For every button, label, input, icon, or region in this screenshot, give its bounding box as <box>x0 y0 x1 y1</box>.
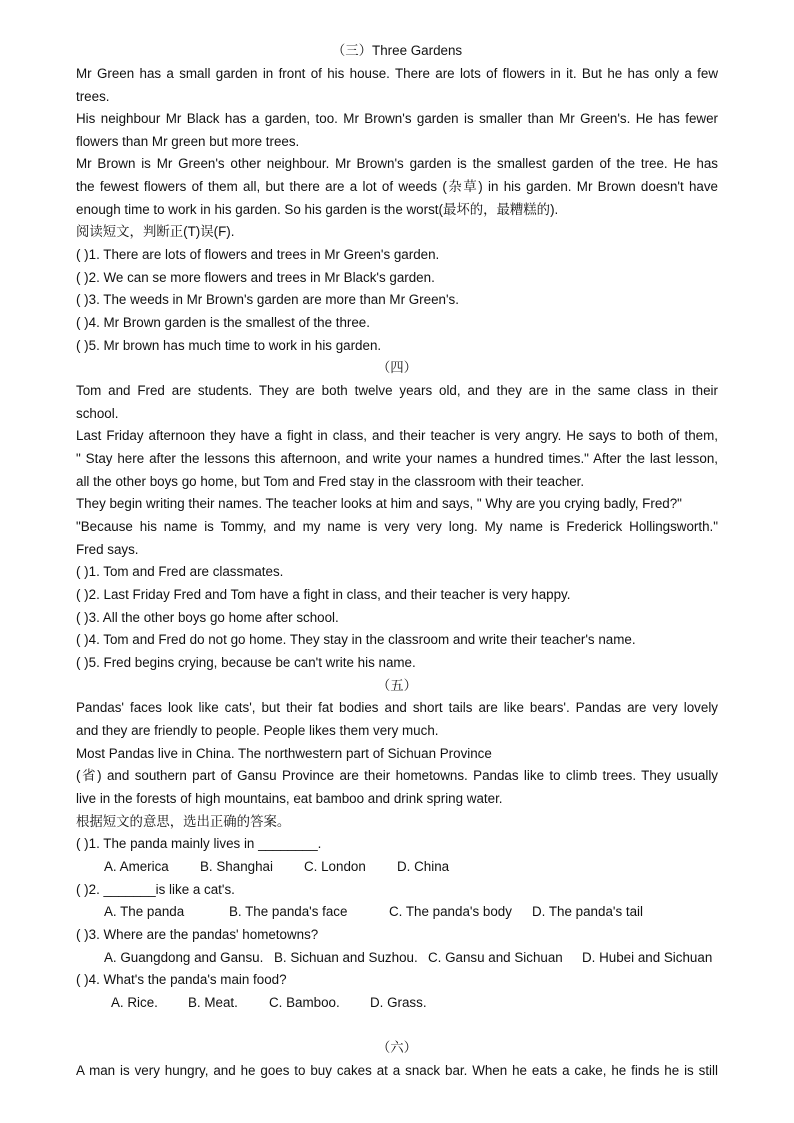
s3-question-5: ( )5. Mr brown has much time to work in his garden. <box>76 338 382 353</box>
s5-paragraph-1-line-2: and they are friendly to people. People likes them very much. <box>76 723 439 738</box>
s5-question-1: ( )1. The panda mainly lives in ________. <box>76 836 322 851</box>
s5-paragraph-2-line-1: Most Pandas live in China. The northwestern part of Sichuan Province <box>76 746 492 761</box>
s4-question-3: ( )3. All the other boys go home after school. <box>76 610 339 625</box>
s3-paragraph-3-line-1: Mr Brown is Mr Green's other neighbour. Mr Brown's garden is the smallest garden of the tree. He has <box>76 156 718 171</box>
s5-q1-option-c: C. London <box>304 859 366 874</box>
s4-paragraph-1-line-1: Tom and Fred are students. They are both twelve years old, and they are in the same class in their <box>76 383 718 398</box>
s5-question-3: ( )3. Where are the pandas' hometowns? <box>76 927 319 942</box>
s5-paragraph-2-line-2: (省) and southern part of Gansu Province are their hometowns. Pandas like to climb trees. They usually <box>76 768 718 783</box>
s5-question-4: ( )4. What's the panda's main food? <box>76 972 287 987</box>
s3-instruction: 阅读短文，判断正(T)误(F). <box>76 224 235 239</box>
s5-q4-option-d: D. Grass. <box>370 995 427 1010</box>
s4-paragraph-3: They begin writing their names. The teacher looks at him and says, " Why are you crying badly, Fred?" <box>76 496 682 511</box>
s4-paragraph-2-line-2: " Stay here after the lessons this afternoon, and write your names a hundred times." After the last lesson, <box>76 451 718 466</box>
s3-paragraph-3-line-2: the fewest flowers of them all, but there are a lot of weeds (杂草) in his garden. Mr Brown doesn't have <box>76 179 718 194</box>
s5-q4-option-c: C. Bamboo. <box>269 995 340 1010</box>
s5-q2-option-c: C. The panda's body <box>389 904 512 919</box>
s5-q2-option-d: D. The panda's tail <box>532 904 643 919</box>
section-6-title: （六） <box>376 1040 418 1055</box>
s5-q3-option-b: B. Sichuan and Suzhou. <box>274 950 418 965</box>
s3-paragraph-2-line-1: His neighbour Mr Black has a garden, too. Mr Brown's garden is smaller than Mr Green's. He has fewer <box>76 111 718 126</box>
s3-paragraph-1-line-2: trees. <box>76 89 110 104</box>
s4-paragraph-2-line-3: all the other boys go home, but Tom and Fred stay in the classroom with their teacher. <box>76 474 585 489</box>
s3-paragraph-3-line-3: enough time to work in his garden. So his garden is the worst(最坏的，最糟糕的). <box>76 202 559 217</box>
s4-paragraph-2-line-1: Last Friday afternoon they have a fight in class, and their teacher is very angry. He says to both of them, <box>76 428 718 443</box>
section-5-title: （五） <box>376 678 418 693</box>
s4-paragraph-4-line-2: Fred says. <box>76 542 139 557</box>
s3-paragraph-2-line-2: flowers than Mr green but more trees. <box>76 134 300 149</box>
s5-q3-option-c: C. Gansu and Sichuan <box>428 950 563 965</box>
s3-paragraph-1-line-1: Mr Green has a small garden in front of his house. There are lots of flowers in it. But he has only a few <box>76 66 718 81</box>
s4-question-5: ( )5. Fred begins crying, because be can't write his name. <box>76 655 416 670</box>
s5-question-2: ( )2. _______is like a cat's. <box>76 882 235 897</box>
s5-q3-option-a: A. Guangdong and Gansu. <box>104 950 264 965</box>
s4-question-4: ( )4. Tom and Fred do not go home. They stay in the classroom and write their teacher's name. <box>76 632 636 647</box>
s4-paragraph-1-line-2: school. <box>76 406 119 421</box>
s4-paragraph-4-line-1: "Because his name is Tommy, and my name is very very long. My name is Frederick Hollingsworth." <box>76 519 718 534</box>
s5-paragraph-2-line-3: live in the forests of high mountains, eat bamboo and drink spring water. <box>76 791 503 806</box>
s5-q2-option-a: A. The panda <box>104 904 185 919</box>
s5-paragraph-1-line-1: Pandas' faces look like cats', but their fat bodies and short tails are like bears'. Pandas are very lovely <box>76 700 718 715</box>
s3-question-3: ( )3. The weeds in Mr Brown's garden are more than Mr Green's. <box>76 292 459 307</box>
s4-question-2: ( )2. Last Friday Fred and Tom have a fight in class, and their teacher is very happy. <box>76 587 571 602</box>
s3-question-4: ( )4. Mr Brown garden is the smallest of the three. <box>76 315 370 330</box>
section-4-title: （四） <box>376 360 418 375</box>
s4-question-1: ( )1. Tom and Fred are classmates. <box>76 564 284 579</box>
s6-paragraph-1-line-1: A man is very hungry, and he goes to buy cakes at a snack bar. When he eats a cake, he finds he is still <box>76 1063 718 1078</box>
s5-q4-option-b: B. Meat. <box>188 995 238 1010</box>
s5-q1-option-d: D. China <box>397 859 450 874</box>
s5-q2-option-b: B. The panda's face <box>229 904 348 919</box>
s5-q3-option-d: D. Hubei and Sichuan <box>582 950 713 965</box>
s5-instruction: 根据短文的意思，选出正确的答案。 <box>76 814 291 829</box>
section-3-title: （三）Three Gardens <box>331 43 463 58</box>
s3-question-2: ( )2. We can se more flowers and trees in Mr Black's garden. <box>76 270 435 285</box>
s5-q1-option-b: B. Shanghai <box>200 859 273 874</box>
s5-q1-option-a: A. America <box>104 859 169 874</box>
s5-q4-option-a: A. Rice. <box>111 995 158 1010</box>
s3-question-1: ( )1. There are lots of flowers and trees in Mr Green's garden. <box>76 247 440 262</box>
